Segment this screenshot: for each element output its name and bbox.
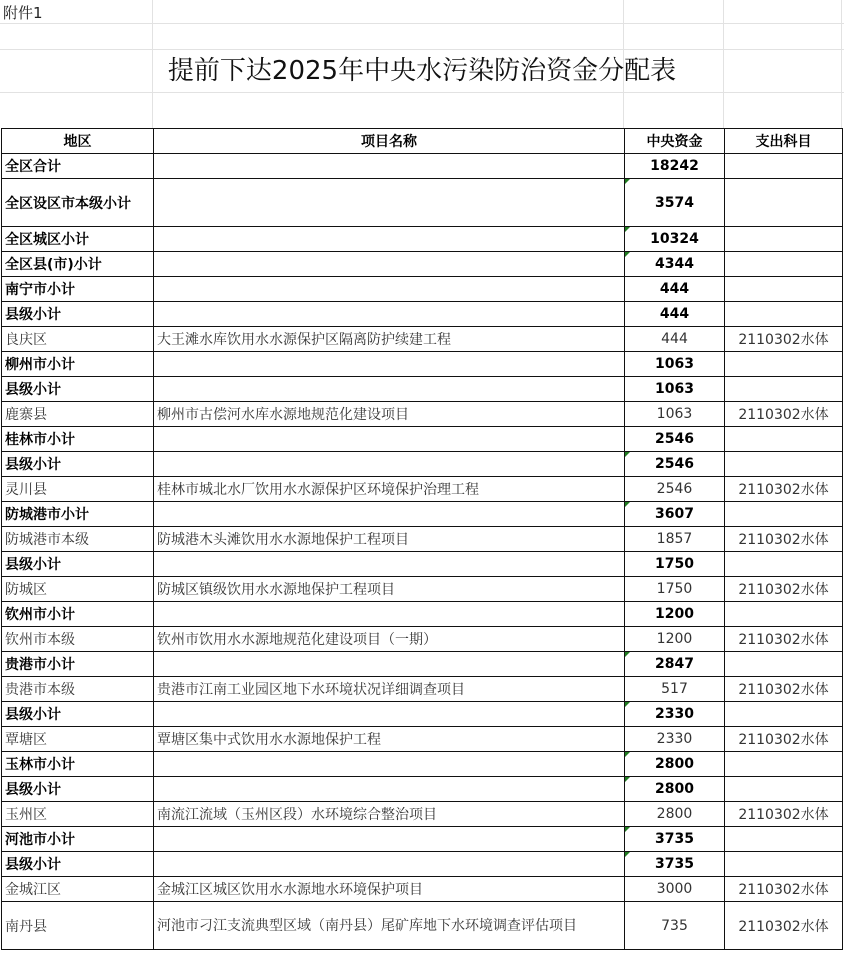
amount-cell[interactable]: 1750 [625,577,725,602]
project-name-cell[interactable]: 南流江流域（玉州区段）水环境综合整治项目 [154,802,625,827]
table-row [2,477,843,502]
project-name-cell[interactable]: 防城区镇级饮用水水源地保护工程项目 [154,577,625,602]
subtotal-row [2,252,843,277]
subtotal-row [2,777,843,802]
amount-cell[interactable]: 1063 [625,352,725,377]
amount-cell[interactable]: 3574 [625,179,725,227]
subject-cell[interactable]: 2110302水体 [725,802,843,827]
region-cell[interactable]: 防城港市本级 [2,527,154,552]
subject-cell[interactable] [725,702,843,727]
subtotal-row [2,827,843,852]
project-name-cell[interactable] [154,154,625,179]
subtotal-row [2,179,843,227]
subject-cell[interactable] [725,502,843,527]
subject-cell[interactable]: 2110302水体 [725,477,843,502]
subject-cell[interactable] [725,452,843,477]
subject-cell[interactable] [725,154,843,179]
amount-cell[interactable]: 2330 [625,702,725,727]
amount-cell[interactable]: 2800 [625,802,725,827]
region-cell[interactable]: 覃塘区 [2,727,154,752]
subject-cell[interactable] [725,252,843,277]
region-cell[interactable]: 良庆区 [2,327,154,352]
amount-cell[interactable]: 2546 [625,477,725,502]
column-header-subject[interactable]: 支出科目 [725,129,843,154]
region-cell[interactable]: 玉林市小计 [2,752,154,777]
project-name-cell[interactable] [154,752,625,777]
amount-cell[interactable]: 1200 [625,627,725,652]
subject-cell[interactable] [725,227,843,252]
amount-cell[interactable]: 1200 [625,602,725,627]
amount-cell[interactable]: 2546 [625,452,725,477]
subtotal-row [2,702,843,727]
subtotal-row [2,752,843,777]
subject-cell[interactable] [725,827,843,852]
region-cell[interactable]: 钦州市本级 [2,627,154,652]
amount-cell[interactable]: 1063 [625,402,725,427]
table-row [2,677,843,702]
project-name-cell[interactable] [154,502,625,527]
subject-cell[interactable]: 2110302水体 [725,577,843,602]
region-cell[interactable]: 全区县(市)小计 [2,252,154,277]
project-name-cell[interactable]: 柳州市古偿河水库水源地规范化建设项目 [154,402,625,427]
project-name-cell[interactable] [154,452,625,477]
region-cell[interactable]: 防城港市小计 [2,502,154,527]
project-name-cell[interactable] [154,602,625,627]
project-name-cell[interactable]: 防城港木头滩饮用水水源地保护工程项目 [154,527,625,552]
amount-cell[interactable]: 2330 [625,727,725,752]
subject-cell[interactable]: 2110302水体 [725,627,843,652]
region-cell[interactable]: 县级小计 [2,377,154,402]
gridline [0,23,844,24]
region-cell[interactable]: 桂林市小计 [2,427,154,452]
amount-cell[interactable]: 1857 [625,527,725,552]
amount-cell[interactable]: 517 [625,677,725,702]
subject-cell[interactable] [725,377,843,402]
project-name-cell[interactable]: 河池市刁江支流典型区域（南丹县）尾矿库地下水环境调查评估项目 [154,902,625,950]
subject-cell[interactable] [725,852,843,877]
allocation-table [1,128,843,950]
subject-cell[interactable]: 2110302水体 [725,902,843,950]
region-cell[interactable]: 全区城区小计 [2,227,154,252]
amount-cell[interactable]: 2847 [625,652,725,677]
region-cell[interactable]: 鹿寨县 [2,402,154,427]
region-cell[interactable]: 灵川县 [2,477,154,502]
page-title: 提前下达2025年中央水污染防治资金分配表 [167,56,677,86]
gridline [0,92,844,93]
project-name-cell[interactable] [154,427,625,452]
project-name-cell[interactable] [154,702,625,727]
region-cell[interactable]: 河池市小计 [2,827,154,852]
project-name-cell[interactable] [154,552,625,577]
region-cell[interactable]: 金城江区 [2,877,154,902]
subtotal-row [2,652,843,677]
region-cell[interactable]: 全区合计 [2,154,154,179]
subject-cell[interactable]: 2110302水体 [725,402,843,427]
subject-cell[interactable]: 2110302水体 [725,877,843,902]
project-name-cell[interactable]: 金城江区城区饮用水水源地水环境保护项目 [154,877,625,902]
project-name-cell[interactable] [154,302,625,327]
subtotal-row [2,552,843,577]
table-row [2,802,843,827]
project-name-cell[interactable]: 桂林市城北水厂饮用水水源保护区环境保护治理工程 [154,477,625,502]
project-name-cell[interactable] [154,352,625,377]
project-name-cell[interactable] [154,277,625,302]
region-cell[interactable]: 南丹县 [2,902,154,950]
table-row [2,402,843,427]
column-header-region[interactable]: 地区 [2,129,154,154]
amount-cell[interactable]: 1750 [625,552,725,577]
subject-cell[interactable]: 2110302水体 [725,727,843,752]
project-name-cell[interactable] [154,377,625,402]
project-name-cell[interactable] [154,652,625,677]
subject-cell[interactable] [725,752,843,777]
subject-cell[interactable] [725,277,843,302]
project-name-cell[interactable] [154,179,625,227]
subject-cell[interactable] [725,777,843,802]
subtotal-row [2,377,843,402]
subject-cell[interactable] [725,602,843,627]
project-name-cell[interactable]: 贵港市江南工业园区地下水环境状况详细调查项目 [154,677,625,702]
column-header-project[interactable]: 项目名称 [154,129,625,154]
subject-cell[interactable]: 2110302水体 [725,327,843,352]
project-name-cell[interactable] [154,777,625,802]
attachment-label: 附件1 [3,4,43,22]
subtotal-row [2,227,843,252]
table-row [2,577,843,602]
subtotal-row [2,302,843,327]
subject-cell[interactable]: 2110302水体 [725,527,843,552]
table-body [2,154,843,950]
amount-cell[interactable]: 1063 [625,377,725,402]
table-row [2,877,843,902]
project-name-cell[interactable]: 覃塘区集中式饮用水水源地保护工程 [154,727,625,752]
amount-cell[interactable]: 444 [625,277,725,302]
region-cell[interactable]: 县级小计 [2,702,154,727]
table-header-row [2,129,843,154]
project-name-cell[interactable]: 大王滩水库饮用水水源保护区隔离防护续建工程 [154,327,625,352]
region-cell[interactable]: 玉州区 [2,802,154,827]
project-name-cell[interactable] [154,827,625,852]
region-cell[interactable]: 县级小计 [2,552,154,577]
subtotal-row [2,452,843,477]
table-row [2,327,843,352]
project-name-cell[interactable] [154,852,625,877]
subject-cell[interactable]: 2110302水体 [725,677,843,702]
amount-cell[interactable]: 444 [625,327,725,352]
subtotal-row [2,277,843,302]
subject-cell[interactable] [725,427,843,452]
project-name-cell[interactable] [154,252,625,277]
region-cell[interactable]: 县级小计 [2,302,154,327]
subtotal-row [2,352,843,377]
column-header-amount[interactable]: 中央资金 [625,129,725,154]
table-row [2,527,843,552]
amount-cell[interactable]: 3000 [625,877,725,902]
region-cell[interactable]: 县级小计 [2,452,154,477]
subject-cell[interactable] [725,652,843,677]
subject-cell[interactable] [725,179,843,227]
amount-cell[interactable]: 10324 [625,227,725,252]
amount-cell[interactable]: 4344 [625,252,725,277]
subject-cell[interactable] [725,552,843,577]
table-row [2,727,843,752]
subtotal-row [2,427,843,452]
project-name-cell[interactable]: 钦州市饮用水水源地规范化建设项目（一期） [154,627,625,652]
amount-cell[interactable]: 3735 [625,852,725,877]
subject-cell[interactable] [725,302,843,327]
region-cell[interactable]: 县级小计 [2,852,154,877]
project-name-cell[interactable] [154,227,625,252]
amount-cell[interactable]: 444 [625,302,725,327]
region-cell[interactable]: 防城区 [2,577,154,602]
amount-cell[interactable]: 3607 [625,502,725,527]
region-cell[interactable]: 贵港市本级 [2,677,154,702]
amount-cell[interactable]: 735 [625,902,725,950]
subtotal-row [2,502,843,527]
amount-cell[interactable]: 3735 [625,827,725,852]
amount-cell[interactable]: 2800 [625,752,725,777]
region-cell[interactable]: 县级小计 [2,777,154,802]
region-cell[interactable]: 柳州市小计 [2,352,154,377]
table-row [2,627,843,652]
table-row [2,902,843,950]
region-cell[interactable]: 全区设区市本级小计 [2,179,154,227]
subject-cell[interactable] [725,352,843,377]
region-cell[interactable]: 贵港市小计 [2,652,154,677]
subtotal-row [2,602,843,627]
amount-cell[interactable]: 2800 [625,777,725,802]
subtotal-row [2,852,843,877]
region-cell[interactable]: 南宁市小计 [2,277,154,302]
subtotal-row [2,154,843,179]
region-cell[interactable]: 钦州市小计 [2,602,154,627]
amount-cell[interactable]: 2546 [625,427,725,452]
amount-cell[interactable]: 18242 [625,154,725,179]
